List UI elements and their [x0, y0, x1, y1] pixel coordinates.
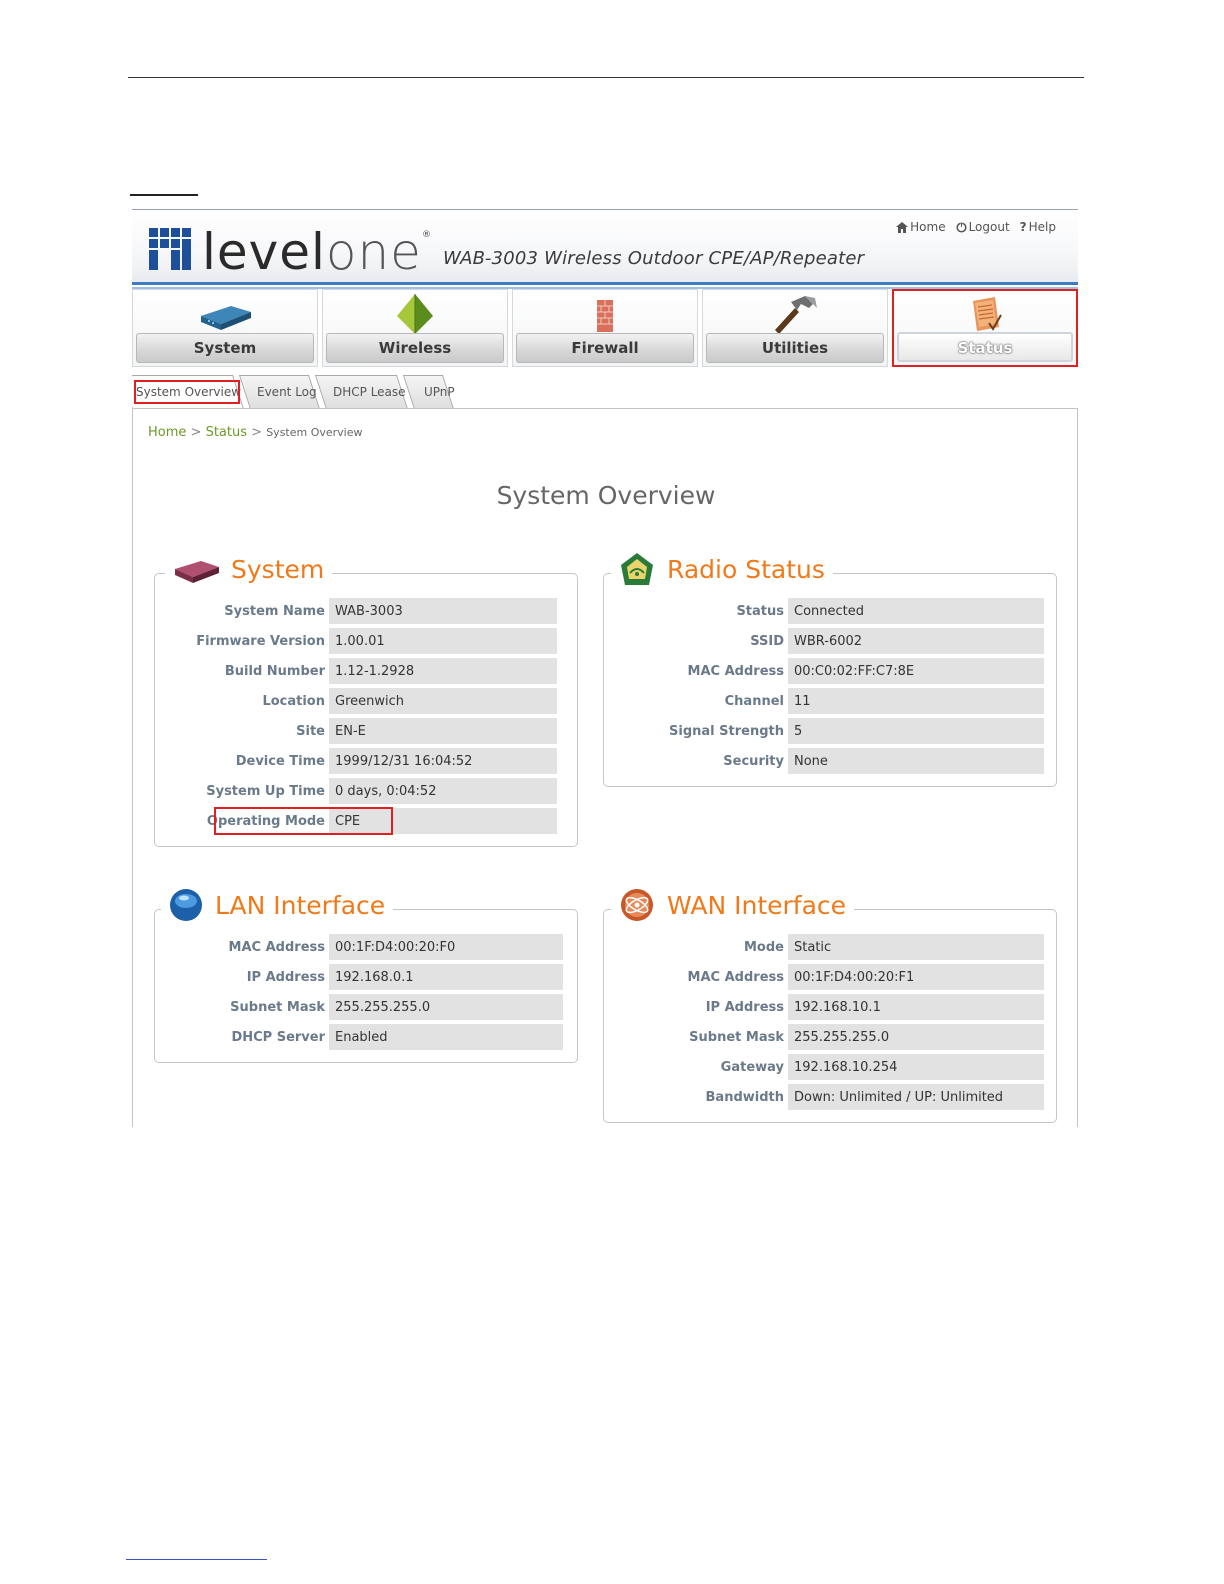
system-panel-title: System [231, 554, 325, 584]
router-ui-screenshot [132, 209, 1080, 1127]
nav-wireless[interactable] [322, 289, 508, 367]
nav-firewall[interactable] [512, 289, 698, 367]
field-value: 192.168.10.1 [788, 994, 1044, 1020]
breadcrumb-status[interactable]: Status [205, 425, 248, 440]
field-label: Security [723, 753, 784, 769]
breadcrumb-current: System Overview [266, 426, 363, 439]
field-label: Device Time [235, 753, 325, 769]
tab-highlight-box [134, 380, 240, 404]
field-value: 192.168.10.254 [788, 1054, 1044, 1080]
field-value: 1999/12/31 16:04:52 [329, 748, 557, 774]
wan-interface-panel [603, 909, 1057, 1123]
field-value: Connected [788, 598, 1044, 624]
field-label: Operating Mode [206, 813, 325, 829]
nav-system[interactable] [132, 289, 318, 367]
table-row [604, 688, 1044, 714]
field-value: 1.12-1.2928 [329, 658, 557, 684]
field-label: Bandwidth [705, 1089, 784, 1105]
field-label: MAC Address [687, 969, 784, 985]
logout-icon [956, 222, 967, 233]
product-name: WAB-3003 Wireless Outdoor CPE/AP/Repeater [443, 248, 865, 269]
field-label: Build Number [224, 663, 325, 679]
wan-table [604, 930, 1044, 1114]
device-icon [171, 551, 221, 587]
field-label: Gateway [720, 1059, 784, 1075]
field-value: 192.168.0.1 [329, 964, 563, 990]
field-label: Signal Strength [669, 723, 784, 739]
header-links [896, 220, 1056, 234]
nav-status-label: Status [897, 332, 1073, 362]
nav-firewall-label: Firewall [516, 333, 694, 363]
field-value: 00:1F:D4:00:20:F0 [329, 934, 563, 960]
system-table [155, 594, 557, 838]
top-rule [128, 77, 1084, 78]
wan-panel-heading [611, 885, 854, 925]
table-row [155, 994, 563, 1020]
operating-mode-highlight [214, 807, 393, 835]
subtab-bar [132, 375, 1078, 409]
field-label: IP Address [246, 969, 325, 985]
hammer-icon [765, 294, 825, 334]
nav-status[interactable] [892, 289, 1078, 367]
field-value: Enabled [329, 1024, 563, 1050]
field-label: Channel [724, 693, 784, 709]
radio-panel-heading [611, 549, 833, 589]
field-value: 00:1F:D4:00:20:F1 [788, 964, 1044, 990]
globe-icon [167, 887, 205, 923]
table-row [604, 748, 1044, 774]
field-value: None [788, 748, 1044, 774]
logout-link[interactable]: Logout [956, 220, 1010, 234]
table-row [604, 1054, 1044, 1080]
tab-event-log[interactable]: Event Log [250, 375, 320, 409]
table-row [155, 598, 557, 624]
field-value: EN-E [329, 718, 557, 744]
table-row [604, 1084, 1044, 1110]
field-label: DHCP Server [231, 1029, 325, 1045]
table-row [155, 778, 557, 804]
tab-dhcp-lease[interactable]: DHCP Lease [326, 375, 408, 409]
table-row [604, 598, 1044, 624]
table-row [155, 628, 557, 654]
field-value: 0 days, 0:04:52 [329, 778, 557, 804]
field-label: System Up Time [206, 783, 325, 799]
field-label: Firmware Version [196, 633, 325, 649]
home-icon [896, 222, 908, 233]
field-label: Subnet Mask [689, 1029, 784, 1045]
field-label: IP Address [705, 999, 784, 1015]
table-row [604, 934, 1044, 960]
field-label: MAC Address [228, 939, 325, 955]
field-value: WAB-3003 [329, 598, 557, 624]
field-value: Static [788, 934, 1044, 960]
field-label: Site [296, 723, 325, 739]
nav-system-label: System [136, 333, 314, 363]
lan-panel-title: LAN Interface [215, 890, 386, 920]
field-value: 255.255.255.0 [329, 994, 563, 1020]
help-link[interactable]: ? Help [1019, 220, 1056, 234]
system-panel [154, 573, 578, 847]
table-row [155, 934, 563, 960]
content-area [132, 408, 1078, 1127]
table-row [604, 964, 1044, 990]
section-underline [130, 194, 198, 196]
table-row [155, 718, 557, 744]
table-row [604, 994, 1044, 1020]
trademark-mark: ® [422, 230, 431, 240]
document-icon [955, 295, 1015, 335]
wan-panel-title: WAN Interface [667, 890, 847, 920]
field-value: WBR-6002 [788, 628, 1044, 654]
table-row [604, 658, 1044, 684]
table-row [604, 1024, 1044, 1050]
firewall-icon [575, 294, 635, 334]
router-icon [195, 294, 255, 334]
tab-upnp[interactable]: UPnP [414, 375, 454, 409]
lan-interface-panel [154, 909, 578, 1063]
field-label: System Name [224, 603, 325, 619]
table-row [155, 748, 557, 774]
field-label: MAC Address [687, 663, 784, 679]
field-label: Location [262, 693, 325, 709]
pyramid-icon [385, 294, 445, 334]
field-value: 00:C0:02:FF:C7:8E [788, 658, 1044, 684]
field-value: 1.00.01 [329, 628, 557, 654]
levelone-logo-icon [149, 228, 193, 270]
radio-panel-title: Radio Status [667, 554, 825, 584]
table-row [155, 1024, 563, 1050]
home-link[interactable]: Home [896, 220, 945, 234]
field-label: Subnet Mask [230, 999, 325, 1015]
radio-table [604, 594, 1044, 778]
brand-logo-text: levelone [202, 223, 422, 281]
nav-wireless-label: Wireless [326, 333, 504, 363]
table-row [155, 964, 563, 990]
nav-utilities[interactable] [702, 289, 888, 367]
field-value: 255.255.255.0 [788, 1024, 1044, 1050]
field-label: Status [736, 603, 784, 619]
lan-table [155, 930, 563, 1054]
main-nav [132, 289, 1078, 369]
nav-utilities-label: Utilities [706, 333, 884, 363]
header [132, 209, 1078, 285]
field-value: Greenwich [329, 688, 557, 714]
table-row [155, 688, 557, 714]
help-icon: ? [1019, 220, 1027, 234]
table-row [155, 658, 557, 684]
footer-link-line [126, 1559, 267, 1560]
field-label: Mode [744, 939, 784, 955]
breadcrumb-home[interactable]: Home [148, 425, 187, 440]
network-globe-icon [617, 887, 657, 923]
lan-panel-heading [161, 885, 393, 925]
breadcrumb: Home > Status > System Overview [148, 425, 363, 440]
field-value: 5 [788, 718, 1044, 744]
tab-system-overview[interactable]: System Overview [132, 375, 244, 409]
radio-tower-icon [617, 551, 657, 587]
table-row [604, 718, 1044, 744]
page-title: System Overview [496, 481, 716, 510]
field-value: Down: Unlimited / UP: Unlimited [788, 1084, 1044, 1110]
radio-status-panel [603, 573, 1057, 787]
field-value: 11 [788, 688, 1044, 714]
table-row [604, 628, 1044, 654]
field-label: SSID [750, 633, 784, 649]
field-value: CPE [329, 808, 557, 834]
system-panel-heading [165, 549, 332, 589]
